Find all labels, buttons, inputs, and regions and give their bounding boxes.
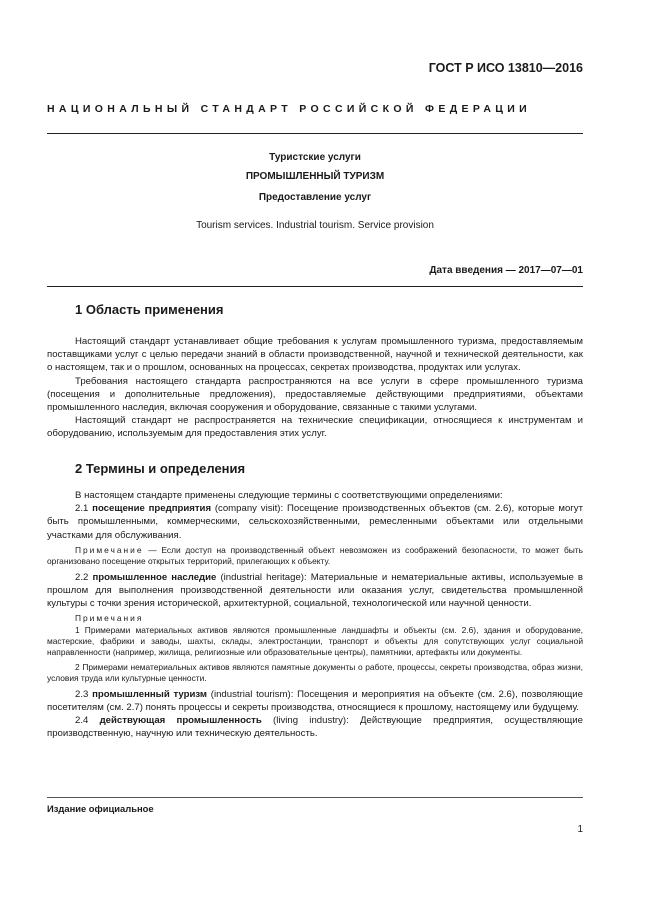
notes-label: Примечания bbox=[75, 613, 144, 624]
title-english: Tourism services. Industrial tourism. Service provision bbox=[196, 220, 434, 231]
section-2-intro: В настоящем стандарте применены следующие термины с соответствующими определениями: bbox=[75, 490, 503, 501]
term-2-1 bbox=[47, 502, 583, 542]
note-2-2-2: 2 Примерами нематериальных активов являются памятные документы о работе, процессы, секреты производства, образ жизни, условия труда или культурные ценности. bbox=[47, 661, 583, 684]
term-number: 2.1 bbox=[75, 503, 89, 515]
term-2-2 bbox=[47, 571, 583, 611]
introduction-date: Дата введения — 2017—07—01 bbox=[429, 265, 583, 276]
title-line-1: Туристские услуги bbox=[269, 152, 361, 163]
note-text: — Если доступ на производственный объект невозможен из соображений безопасности, то может быть организовано посещение открытых территорий, прилегающих к объекту. bbox=[47, 544, 583, 567]
footer-rule bbox=[47, 797, 583, 798]
term-2-4 bbox=[47, 714, 583, 740]
note-2-1 bbox=[47, 545, 583, 568]
standard-number: ГОСТ Р ИСО 13810—2016 bbox=[428, 61, 583, 75]
title-line-2: ПРОМЫШЛЕННЫЙ ТУРИЗМ bbox=[245, 171, 385, 182]
term-definition: (living industry): Действующие предприятия, осуществляющие производственную, научную или техническую деятельность. bbox=[47, 715, 583, 740]
term-number: 2.4 bbox=[75, 715, 89, 727]
page-number: 1 bbox=[577, 824, 583, 835]
section-1-paragraph-2: Требования настоящего стандарта распространяются на все услуги в сфере промышленного туризма (посещения и дополнительные предложения), предоставляемые действующими предприятиями, объектами промышленного наследия, включая сооружения и оборудование, связанные с такими услугами. bbox=[47, 375, 583, 414]
term-number: 2.2 bbox=[75, 571, 89, 583]
official-edition-label: Издание официальное bbox=[47, 803, 154, 814]
term-name: промышленное наследие bbox=[92, 571, 217, 583]
term-definition: (company visit): Посещение производственных объектов (см. 2.6), которые могут быть промышленными, коммерческими, сельскохозяйственными, ремесленными объектами или отдельными участками для обслуживания. bbox=[47, 503, 583, 541]
title-line-3: Предоставление услуг bbox=[258, 192, 372, 203]
section-2-body bbox=[47, 489, 583, 740]
term-definition: (industrial tourism): Посещения и мероприятия на объекте (см. 2.6), позволяющие посетителям (см. 2.7) понять процессы и секреты производства, относящиеся к прошлому, настоящему или будущему. bbox=[47, 688, 583, 713]
national-standard-banner: НАЦИОНАЛЬНЫЙ СТАНДАРТ РОССИЙСКОЙ ФЕДЕРАЦИИ bbox=[47, 103, 532, 115]
term-name: посещение предприятия bbox=[92, 503, 212, 515]
date-rule bbox=[47, 286, 583, 287]
term-name: промышленный туризм bbox=[92, 688, 208, 700]
term-2-3 bbox=[47, 688, 583, 714]
section-1-paragraph-3: Настоящий стандарт не распространяется на технические спецификации, относящиеся к инструментам и оборудованию, используемым для предоставления этих услуг. bbox=[47, 415, 583, 440]
section-1-heading: 1 Область применения bbox=[75, 302, 224, 317]
header-rule bbox=[47, 133, 583, 134]
note-label: Примечание bbox=[75, 544, 144, 555]
section-1-paragraph-1: Настоящий стандарт устанавливает общие требования к услугам промышленного туризма, предоставляемым поставщиками услуг с целью передачи знаний в области производственной, научной и технической деятельности, как о настоящем, так и о прошлом, основанных на процессах, секретах производства, продуктах или услугах. bbox=[47, 336, 583, 374]
term-name: действующая промышленность bbox=[99, 715, 262, 727]
section-2-heading: 2 Термины и определения bbox=[75, 461, 246, 476]
term-definition: (industrial heritage): Материальные и нематериальные активы, используемые в прошлом для выполнения производственной деятельности или оказания услуг, свидетельства промышленной культуры с точки зрения исторической, архитектурной, социальной, технологической или научной ценности. bbox=[47, 571, 583, 610]
section-1-body bbox=[47, 335, 583, 441]
note-2-2-1: 1 Примерами материальных активов являются промышленные ландшафты и объекты (см. 2.6), здания и оборудование, мастерские, фабрики и заводы, шахты, склады, электростанции, транспорт и объекты для сопутствующих услуг социальной направленности (например, жилища, религиозные или образовательные центры), памятники, артефакты или документы. bbox=[47, 624, 583, 658]
term-number: 2.3 bbox=[75, 688, 89, 700]
